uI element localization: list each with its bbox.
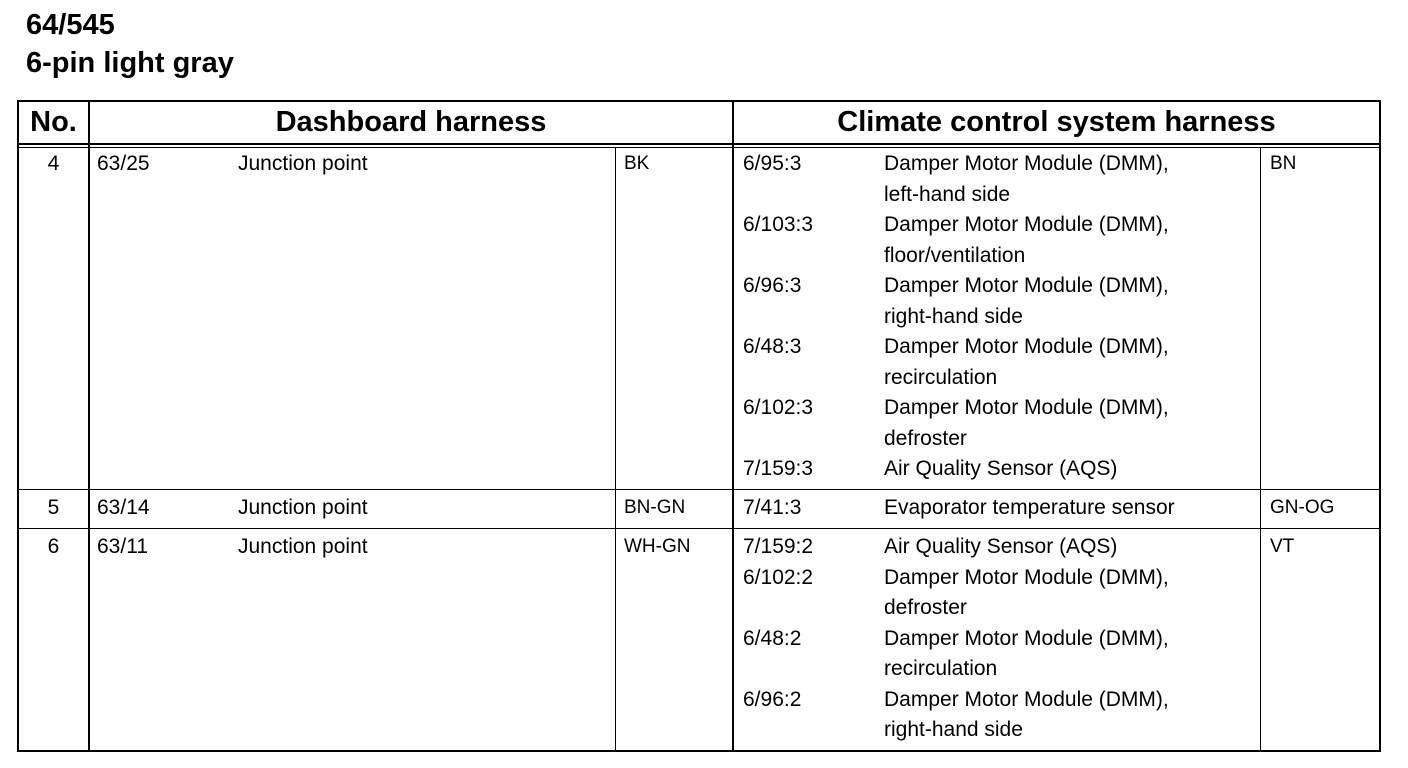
climate-wire-color: BN: [1270, 153, 1297, 174]
climate-descriptions: Air Quality Sensor (AQS) Damper Motor Module (DMM), defroster Damper Motor Module (DMM), recirculation Damper Motor Module (DMM), right-hand side: [884, 535, 1169, 741]
row-number: 5: [47, 496, 60, 519]
climate-descriptions: Evaporator temperature sensor: [884, 496, 1175, 519]
header-climate-harness: Climate control system harness: [837, 105, 1276, 138]
row-number: 4: [47, 152, 60, 175]
dashboard-ref: 63/25: [97, 152, 150, 175]
climate-refs: 6/95:3 6/103:3 6/96:3 6/48:3 6/102:3 7/159:3: [743, 152, 814, 480]
header-divider-inner: [17, 147, 1381, 148]
dashboard-ref: 63/14: [97, 496, 150, 519]
dashboard-description: Junction point: [238, 535, 368, 558]
climate-refs: 7/159:2 6/102:2 6/48:2 6/96:2: [743, 535, 814, 711]
climate-descriptions: Damper Motor Module (DMM), left-hand side Damper Motor Module (DMM), floor/ventilation Damper Motor Module (DMM), right-hand side Damper Motor Module (DMM), recirculation Damper Motor Module (DMM), defroster Air Quality Sensor (AQS): [884, 152, 1169, 480]
climate-wire-color: VT: [1270, 536, 1295, 557]
climate-refs: 7/41:3: [743, 496, 802, 519]
dashboard-wire-color: BN-GN: [624, 497, 686, 518]
row-divider-2: [17, 528, 1381, 529]
header-dashboard-harness: Dashboard harness: [275, 105, 547, 138]
connector-description: 6-pin light gray: [26, 47, 234, 79]
dashboard-wire-color: WH-GN: [624, 536, 691, 557]
connector-id: 64/545: [26, 9, 115, 41]
dashboard-ref: 63/11: [97, 535, 148, 558]
dashboard-description: Junction point: [238, 496, 368, 519]
row-divider-1: [17, 489, 1381, 490]
col-divider-no: [88, 100, 90, 752]
col-divider-dash-color: [615, 148, 616, 752]
col-divider-harness: [732, 100, 734, 752]
dashboard-description: Junction point: [238, 152, 368, 175]
col-divider-climate-color: [1260, 148, 1261, 752]
table-frame: [17, 100, 1381, 752]
header-no: No.: [30, 105, 77, 138]
dashboard-wire-color: BK: [624, 153, 650, 174]
connector-title: [26, 6, 234, 82]
row-number: 6: [47, 535, 60, 558]
climate-wire-color: GN-OG: [1270, 497, 1335, 518]
